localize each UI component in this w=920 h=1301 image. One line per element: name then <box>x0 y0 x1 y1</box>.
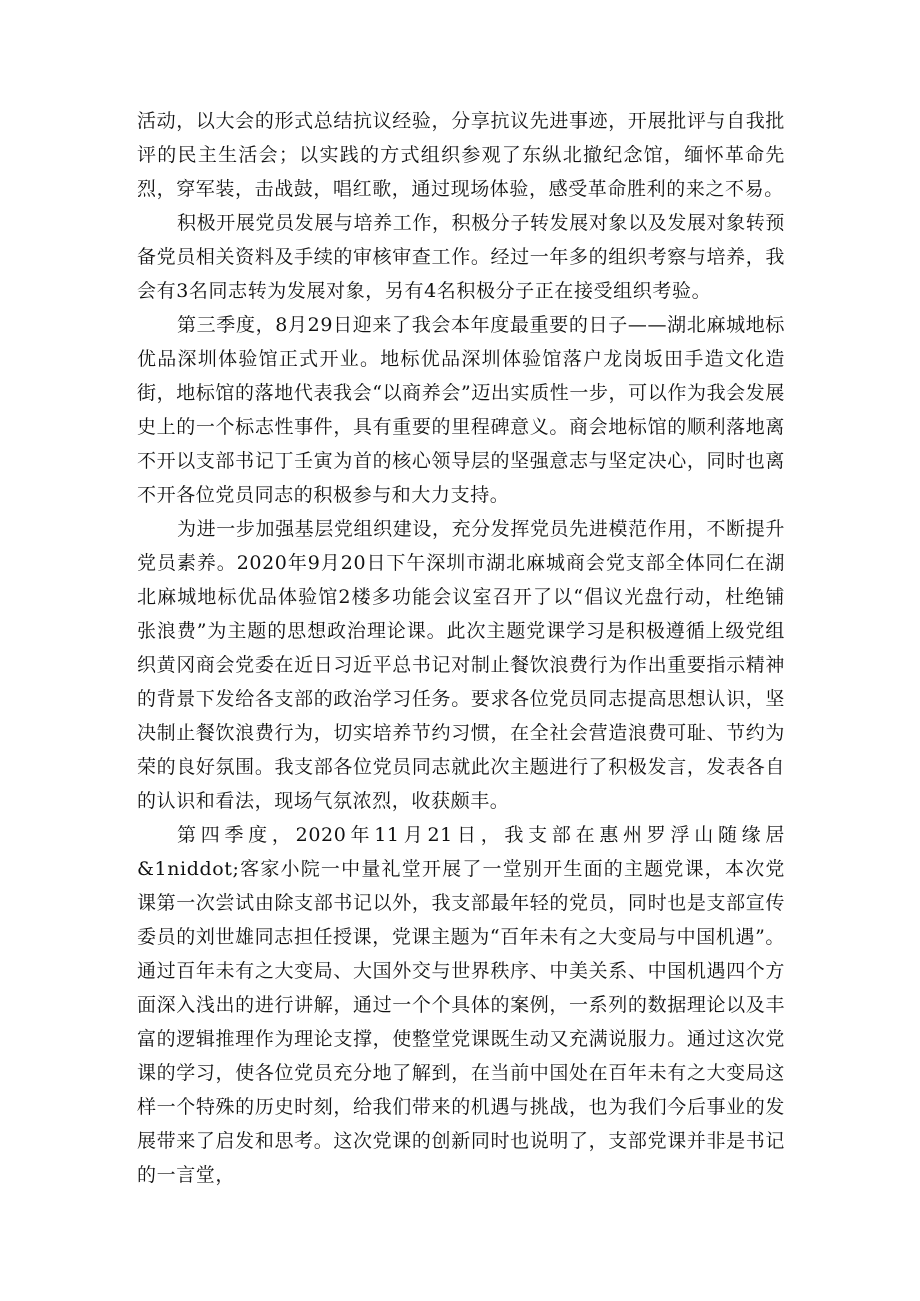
paragraph-continued-activities: 活动，以大会的形式总结抗议经验，分享抗议先进事迹，开展批评与自我批评的民主生活会；以实践的方式组织参观了东纵北撤纪念馆，缅怀革命先烈，穿军装，击战鼓，唱红歌，通过现场体验，感受革命胜利的来之不易。 <box>137 110 785 200</box>
paragraph-third-quarter: 第三季度，8月29日迎来了我会本年度最重要的日子——湖北麻城地标优品深圳体验馆正式开业。地标优品深圳体验馆落户龙岗坂田手造文化造街，地标馆的落地代表我会“以商养会”迈出实质性一步，可以作为我会发展史上的一个标志性事件，具有重要的里程碑意义。商会地标馆的顺利落地离不开以支部书记丁壬寅为首的核心领导层的坚强意志与坚定决心，同时也离不开各位党员同志的积极参与和大力支持。 <box>137 314 785 506</box>
paragraph-fourth-quarter: 第四季度，2020年11月21日，我支部在惠州罗浮山随缘居&1niddot;客家小院一中量礼堂开展了一堂别开生面的主题党课，本次党课第一次尝试由除支部书记以外，我支部最年轻的党员，同时也是支部宣传委员的刘世雄同志担任授课，党课主题为“百年未有之大变局与中国机遇”。通过百年未有之大变局、大国外交与世界秩序、中美关系、中国机遇四个方面深入浅出的进行讲解，通过一个个具体的案例，一系列的数据理论以及丰富的逻辑推理作为理论支撑，使整堂党课既生动又充满说服力。通过这次党课的学习，使各位党员充分地了解到，在当前中国处在百年未有之大变局这样一个特殊的历史时刻，给我们带来的机遇与挑战，也为我们今后事业的发展带来了启发和思考。这次党课的创新同时也说明了，支部党课并非是书记的一言堂， <box>137 824 785 1186</box>
paragraph-political-theory-class: 为进一步加强基层党组织建设，充分发挥党员先进模范作用，不断提升党员素养。2020年9月20日下午深圳市湖北麻城商会党支部全体同仁在湖北麻城地标优品体验馆2楼多功能会议室召开了以“倡议光盘行动，杜绝铺张浪费”为主题的思想政治理论课。此次主题党课学习是积极遵循上级党组织黄冈商会党委在近日习近平总书记对制止餐饮浪费行为作出重要指示精神的背景下发给各支部的政治学习任务。要求各位党员同志提高思想认识，坚决制止餐饮浪费行为，切实培养节约习惯，在全社会营造浪费可耻、节约为荣的良好氛围。我支部各位党员同志就此次主题进行了积极发言，发表各自的认识和看法，现场气氛浓烈，收获颇丰。 <box>137 518 785 812</box>
paragraph-party-member-development: 积极开展党员发展与培养工作，积极分子转发展对象以及发展对象转预备党员相关资料及手续的审核审查工作。经过一年多的组织考察与培养，我会有3名同志转为发展对象，另有4名积极分子正在接受组织考验。 <box>137 212 785 302</box>
document-body <box>137 104 785 1192</box>
